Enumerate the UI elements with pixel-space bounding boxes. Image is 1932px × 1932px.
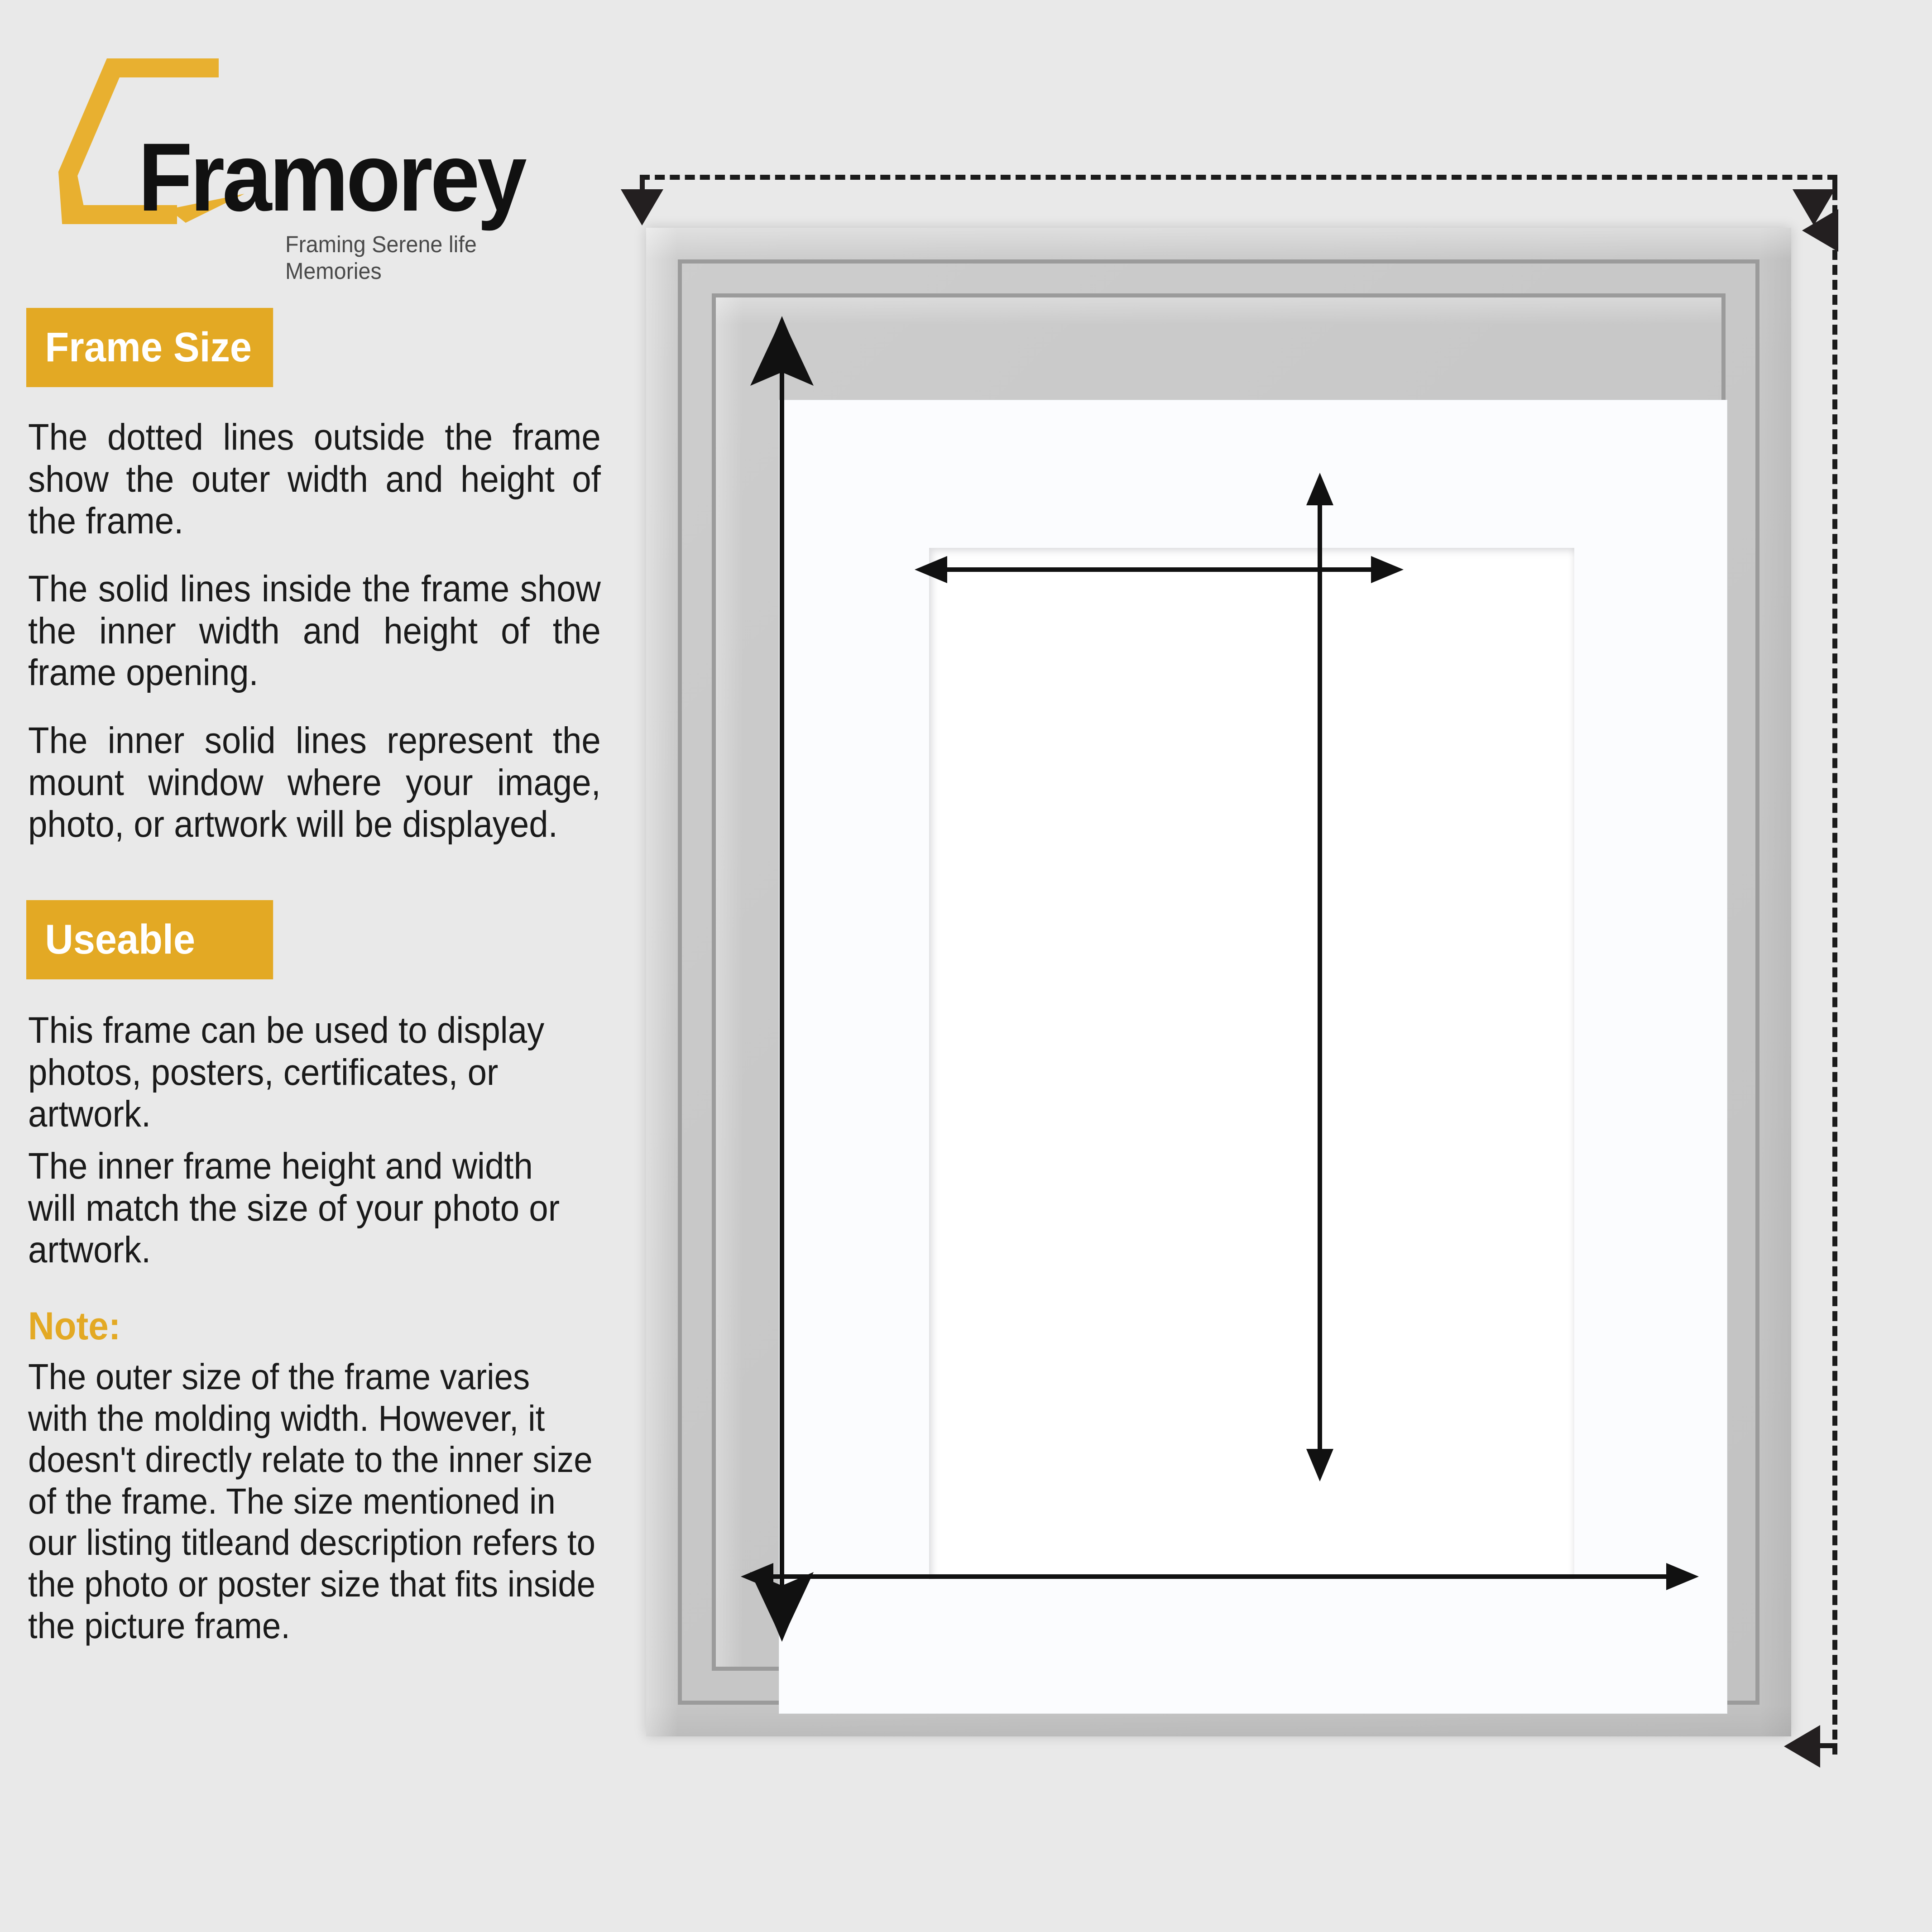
info-column <box>0 0 634 1932</box>
picture-frame-measurement-diagram <box>611 149 1915 1798</box>
frame-size-paragraph-1: The dotted lines outside the frame show the outer width and height of the frame. <box>28 417 601 542</box>
note-text: The outer size of the frame varies with the molding width. However, it doesn't directly relate to the inner size of the frame. The size mentioned in our listing titleand description refers to the photo or poster size that fits inside the picture frame. <box>28 1357 596 1646</box>
frame-size-paragraph-2: The solid lines inside the frame show the inner width and height of the frame opening. <box>28 568 601 694</box>
useable-paragraph-1: This frame can be used to display photos, posters, certificates, or artwork. <box>28 1010 545 1135</box>
useable-paragraph-2: The inner frame height and width will match the size of your photo or artwork. <box>28 1146 560 1271</box>
note-label: Note: <box>28 1304 121 1348</box>
section-heading-frame-size: Frame Size <box>26 308 273 387</box>
inner-measurement-arrows <box>611 149 1915 1798</box>
brand-tagline: Framing Serene life Memories <box>285 231 477 284</box>
brand-logo <box>50 50 530 284</box>
section-heading-useable: Useable <box>26 900 273 979</box>
frame-size-paragraph-3: The inner solid lines represent the mount window where your image, photo, or artwork will be displayed. <box>28 720 601 845</box>
brand-name: Framorey <box>138 123 525 231</box>
